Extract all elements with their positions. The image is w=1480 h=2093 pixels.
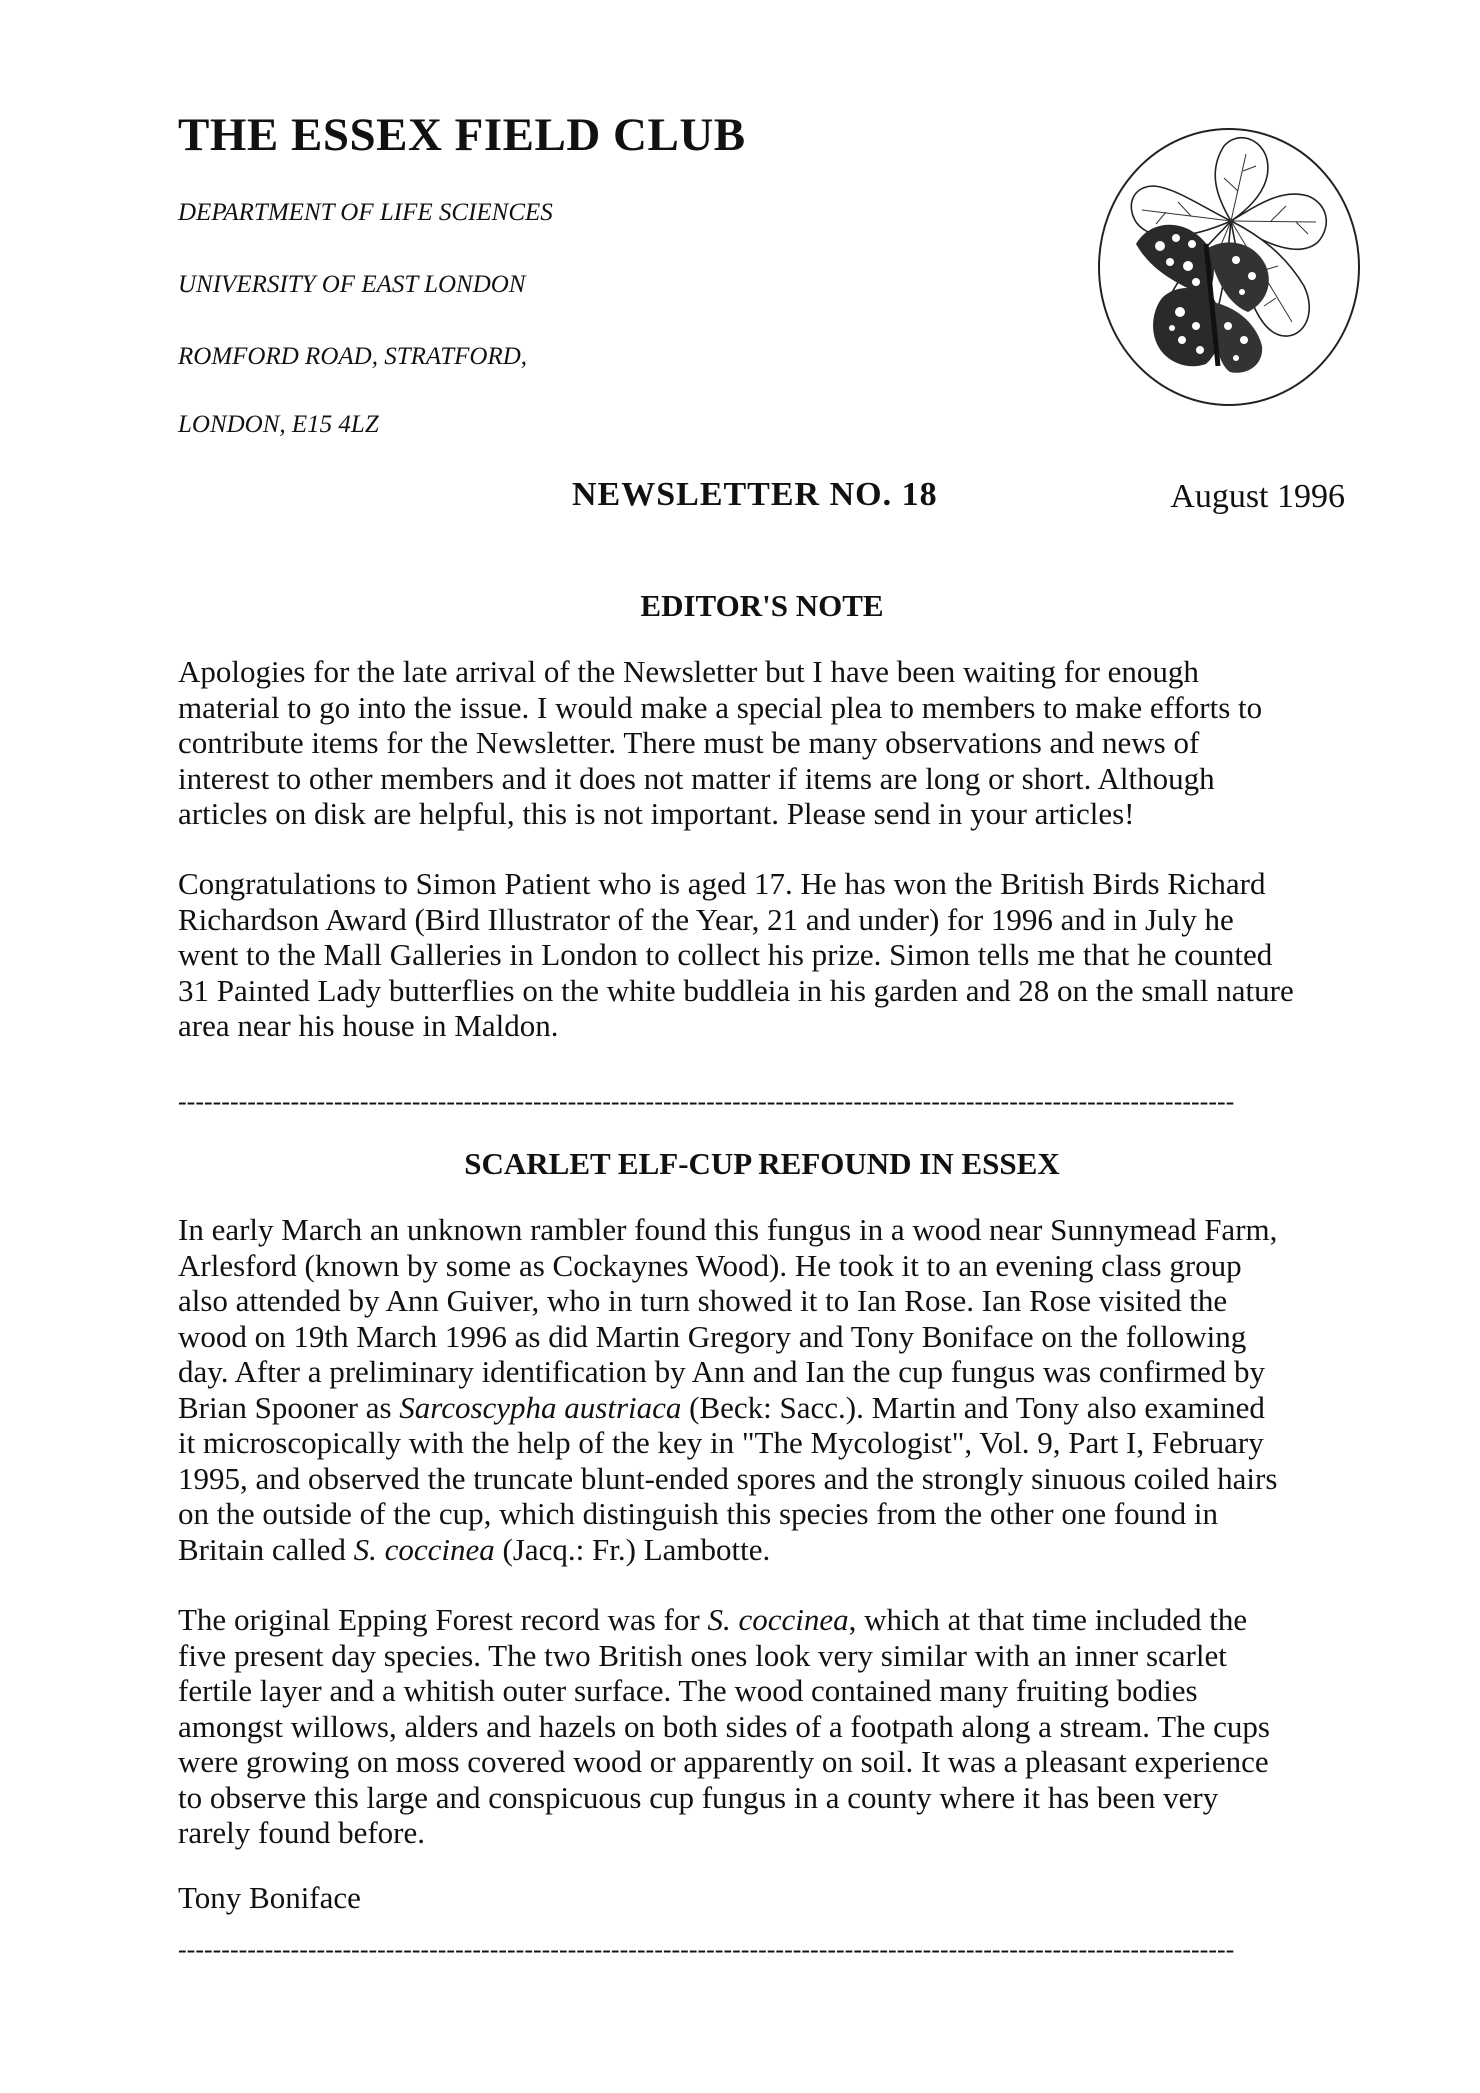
- article-heading: SCARLET ELF-CUP REFOUND IN ESSEX: [464, 1146, 1060, 1181]
- article-p2-text-a: The original Epping Forest record was for: [178, 1602, 708, 1637]
- species-name: S. coccinea: [353, 1531, 495, 1567]
- newsletter-number: NEWSLETTER NO. 18: [572, 476, 938, 513]
- species-name: Sarcoscypha austriaca: [399, 1389, 682, 1425]
- congratulations-paragraph: Congratulations to Simon Patient who is aged 17. He has won the British Birds Richard Richardson Award (Bird Illustrator of the Year, 21 and under) for 1996 and in July he went to the Mall Galleries in London to collect his prize. Simon tells me that he counted 31 Painted Lady butterflies on the white buddleia in his garden and 28 on the small nature area near his house in Maldon.: [178, 866, 1294, 1043]
- section-divider: --------------------------------------------------------------------------------------------------------------------------: [178, 1935, 1235, 1964]
- club-title: THE ESSEX FIELD CLUB: [178, 109, 746, 161]
- article-p2-text-b: , which at that time included the five present day species. The two British ones look very similar with an inner scarlet fertile layer and a whitish outer surface. The wood contained many fruiting bodies amongst willows, alders and hazels on both sides of a footpath along a stream. The cups were growing on moss covered wood or apparently on soil. It was a pleasant experience to observe this large and conspicuous cup fungus in a county where it has been very rarely found before.: [178, 1602, 1270, 1850]
- address-line-city: LONDON, E15 4LZ: [178, 411, 379, 438]
- butterfly-logo-icon: [1096, 126, 1362, 408]
- article-author: Tony Boniface: [178, 1880, 361, 1915]
- editors-note-heading: EDITOR'S NOTE: [640, 588, 884, 623]
- article-paragraph-1: [178, 1212, 1350, 1567]
- issue-date: August 1996: [1170, 478, 1345, 515]
- address-line-department: DEPARTMENT OF LIFE SCIENCES: [178, 199, 553, 226]
- section-divider: --------------------------------------------------------------------------------------------------------------------------: [178, 1087, 1235, 1116]
- editors-note-paragraph: Apologies for the late arrival of the Newsletter but I have been waiting for enough material to go into the issue. I would make a special plea to members to make efforts to contribute items for the Newsletter. There must be many observations and news of interest to other members and it does not matter if items are long or short. Although articles on disk are helpful, this is not important. Please send in your articles!: [178, 654, 1263, 831]
- article-p1-text-b: (Beck: Sacc.). Martin and Tony also examined it microscopically with the help of the key in "The Mycologist", Vol. 9, Part I, February 1995, and observed the truncate blunt-ended spores and the strongly sinuous coiled hairs on the outside of the cup, which distinguish this species from the other one found in Britain called: [178, 1389, 1278, 1567]
- species-name: S. coccinea: [707, 1602, 849, 1637]
- article-p1-text-a: In early March an unknown rambler found this fungus in a wood near Sunnymead Farm, Arlesford (known by some as Cockaynes Wood). He took it to an evening class group also attended by Ann Guiver, who in turn showed it to Ian Rose. Ian Rose visited the wood on 19th March 1996 as did Martin Gregory and Tony Boniface on the following day. After a preliminary identification by Ann and Ian the cup fungus was confirmed by Brian Spooner as: [178, 1212, 1278, 1425]
- article-paragraph-2: [178, 1602, 1350, 1851]
- address-line-road: ROMFORD ROAD, STRATFORD,: [178, 343, 528, 370]
- address-line-university: UNIVERSITY OF EAST LONDON: [178, 271, 526, 298]
- article-p1-text-c: (Jacq.: Fr.) Lambotte.: [494, 1531, 771, 1567]
